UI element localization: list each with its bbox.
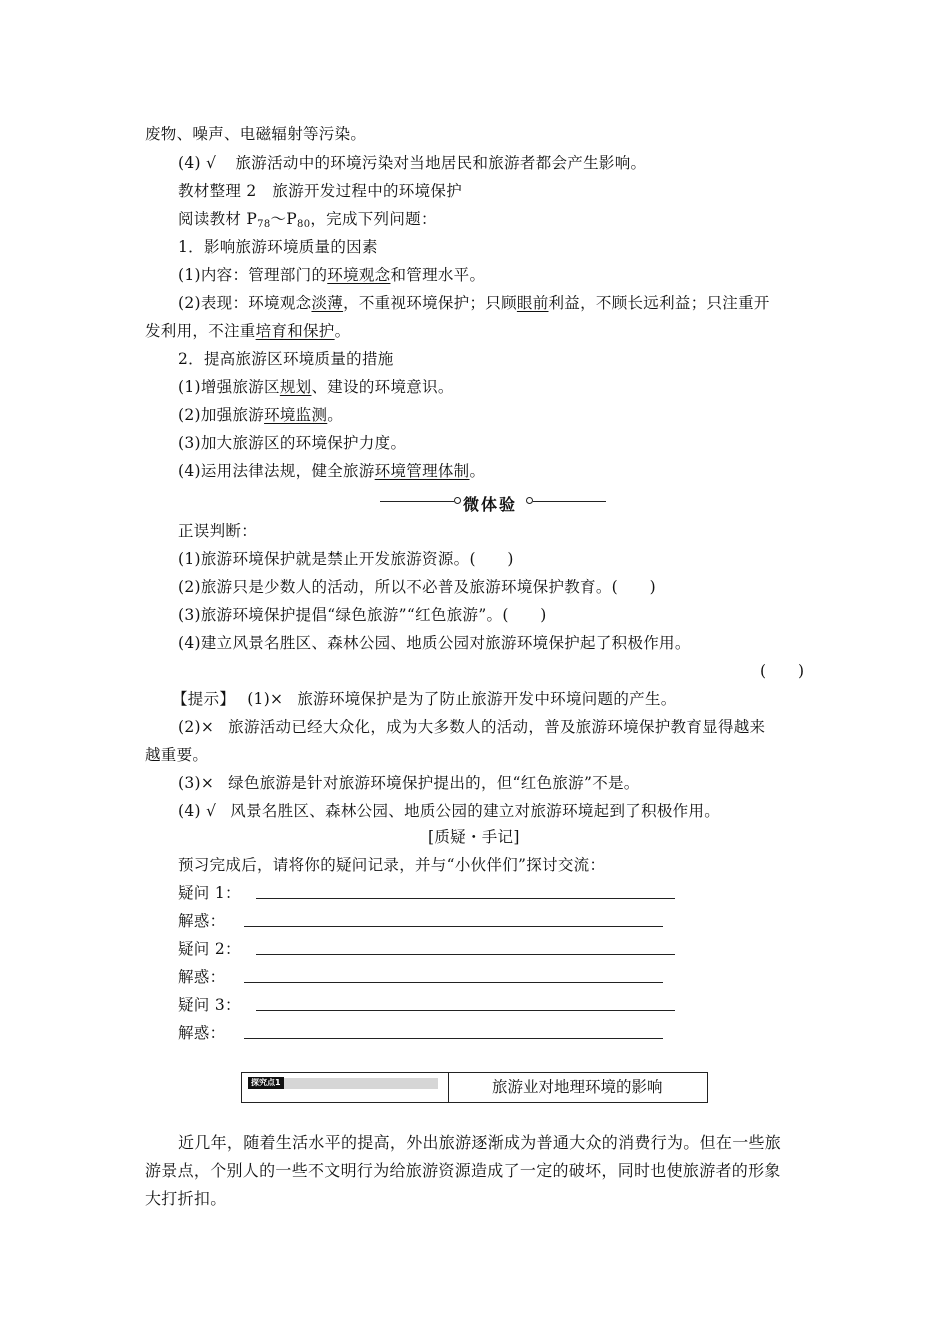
hint-line [178,717,765,737]
text-span: 利益，不顾长远利益；只注重开 [548,294,770,312]
underlined-term: 眼前 [516,294,549,312]
exercise-question: (2)旅游只是少数人的活动，所以不必普及旅游环境保护教育。( ) [178,578,656,596]
explore-heading: 旅游业对地理环境的影响 [492,1078,663,1096]
hint-text: 风景名胜区、森林公园、地质公园的建立对旅游环境起到了积极作用。 [230,802,721,820]
content-line [178,405,343,425]
question-write-line[interactable] [256,1010,675,1011]
micro-experience-divider [380,492,606,512]
hint-mark: (3)× [178,774,215,792]
hint-mark: (2)× [178,718,215,736]
underlined-term: 环境管理体制 [374,462,470,480]
question-label: 疑问 3： [178,996,241,1014]
text-span: (1)增强旅游区 [178,378,280,396]
hint-text: 旅游活动已经大众化，成为大多数人的活动，普及旅游环境保护教育显得越来 [228,718,766,736]
reading-instruction [178,209,437,235]
text-span: (2)表现：环境观念 [178,294,312,312]
content-line [145,321,350,341]
answer-text: 旅游活动中的环境污染对当地居民和旅游者都会产生影响。 [235,154,647,172]
explore-point-box [241,1072,708,1103]
exercise-question: (3)旅游环境保护提倡“绿色旅游”“红色旅游”。( ) [178,606,547,624]
answer-write-line[interactable] [244,926,663,927]
text-span: 。 [334,322,351,340]
hint-line: 越重要。 [145,746,209,764]
page-subscript-end: 80 [297,219,311,230]
content-line [178,461,485,481]
exercise-intro: 正误判断： [178,522,258,540]
explore-tag: 探究点1 [248,1077,284,1089]
notes-intro: 预习完成后，请将你的疑问记录，并与“小伙伴们”探讨交流： [178,856,606,874]
content-line [178,265,485,285]
text-span: 。 [469,462,486,480]
underlined-term: 培育和保护 [255,322,335,340]
answer-write-line[interactable] [244,982,663,983]
exercise-question: (1)旅游环境保护就是禁止开发旅游资源。( ) [178,550,514,568]
reading-pre: 阅读教材 P [178,210,258,228]
divider-dot-right [526,497,533,504]
answer-label: 解惑： [178,912,226,930]
question-write-line[interactable] [256,898,675,899]
explore-separator [448,1073,449,1102]
hint-mark: (4) √ [178,802,217,820]
section-title: 教材整理 2 旅游开发过程中的环境保护 [178,182,462,200]
text-span: (4)运用法律法规，健全旅游 [178,462,375,480]
hint-line [178,773,640,793]
page-subscript-start: 78 [257,219,271,230]
content-line [178,377,454,397]
text-span: 发利用，不注重 [145,322,256,340]
subheading: 1．影响旅游环境质量的因素 [178,238,378,256]
reading-mid: ～P [270,210,298,228]
question-label: 疑问 2： [178,940,241,958]
hint-text: 旅游环境保护是为了防止旅游开发中环境问题的产生。 [297,690,677,708]
underlined-term: 淡薄 [311,294,344,312]
divider-rule-right [533,501,606,502]
content-line [178,293,770,313]
reading-post: ，完成下列问题： [310,210,437,228]
hint-line [178,801,720,821]
paragraph-line: 近几年，随着生活水平的提高，外出旅游逐渐成为普通大众的消费行为。但在一些旅 [178,1133,782,1152]
text-span: ，不重视环境保护；只顾 [343,294,517,312]
text-span: 。 [327,406,344,424]
paragraph-line: 大打折扣。 [145,1189,227,1208]
answer-label: 解惑： [178,968,226,986]
question-write-line[interactable] [256,954,675,955]
notes-title: [质疑・手记] [428,828,520,846]
divider-rule-left [380,501,454,502]
underlined-term: 规划 [279,378,312,396]
text-span: (1)内容：管理部门的 [178,266,328,284]
micro-experience-title: 微体验 [463,495,518,514]
text-span: 、建设的环境意识。 [311,378,454,396]
text-span: 和管理水平。 [390,266,486,284]
answer-label: 解惑： [178,1024,226,1042]
answer-bracket: ( ) [760,662,805,680]
answer-mark: (4) √ [178,154,217,172]
divider-dot-left [454,497,461,504]
text-line: 废物、噪声、电磁辐射等污染。 [145,125,367,143]
subheading: 2．提高旅游区环境质量的措施 [178,350,394,368]
hint-label: 【提示】 [172,690,236,708]
content-line: (3)加大旅游区的环境保护力度。 [178,434,407,452]
answer-line [178,153,646,173]
question-label: 疑问 1： [178,884,241,902]
exercise-question: (4)建立风景名胜区、森林公园、地质公园对旅游环境保护起了积极作用。 [178,634,691,652]
hint-line [172,689,677,709]
answer-write-line[interactable] [244,1038,663,1039]
text-span: (2)加强旅游 [178,406,265,424]
hint-text: 绿色旅游是针对旅游环境保护提出的，但“红色旅游”不是。 [228,774,640,792]
underlined-term: 环境监测 [264,406,328,424]
hint-mark: (1)× [247,690,284,708]
underlined-term: 环境观念 [327,266,391,284]
paragraph-line: 游景点，个别人的一些不文明行为给旅游资源造成了一定的破坏，同时也使旅游者的形象 [145,1161,781,1180]
